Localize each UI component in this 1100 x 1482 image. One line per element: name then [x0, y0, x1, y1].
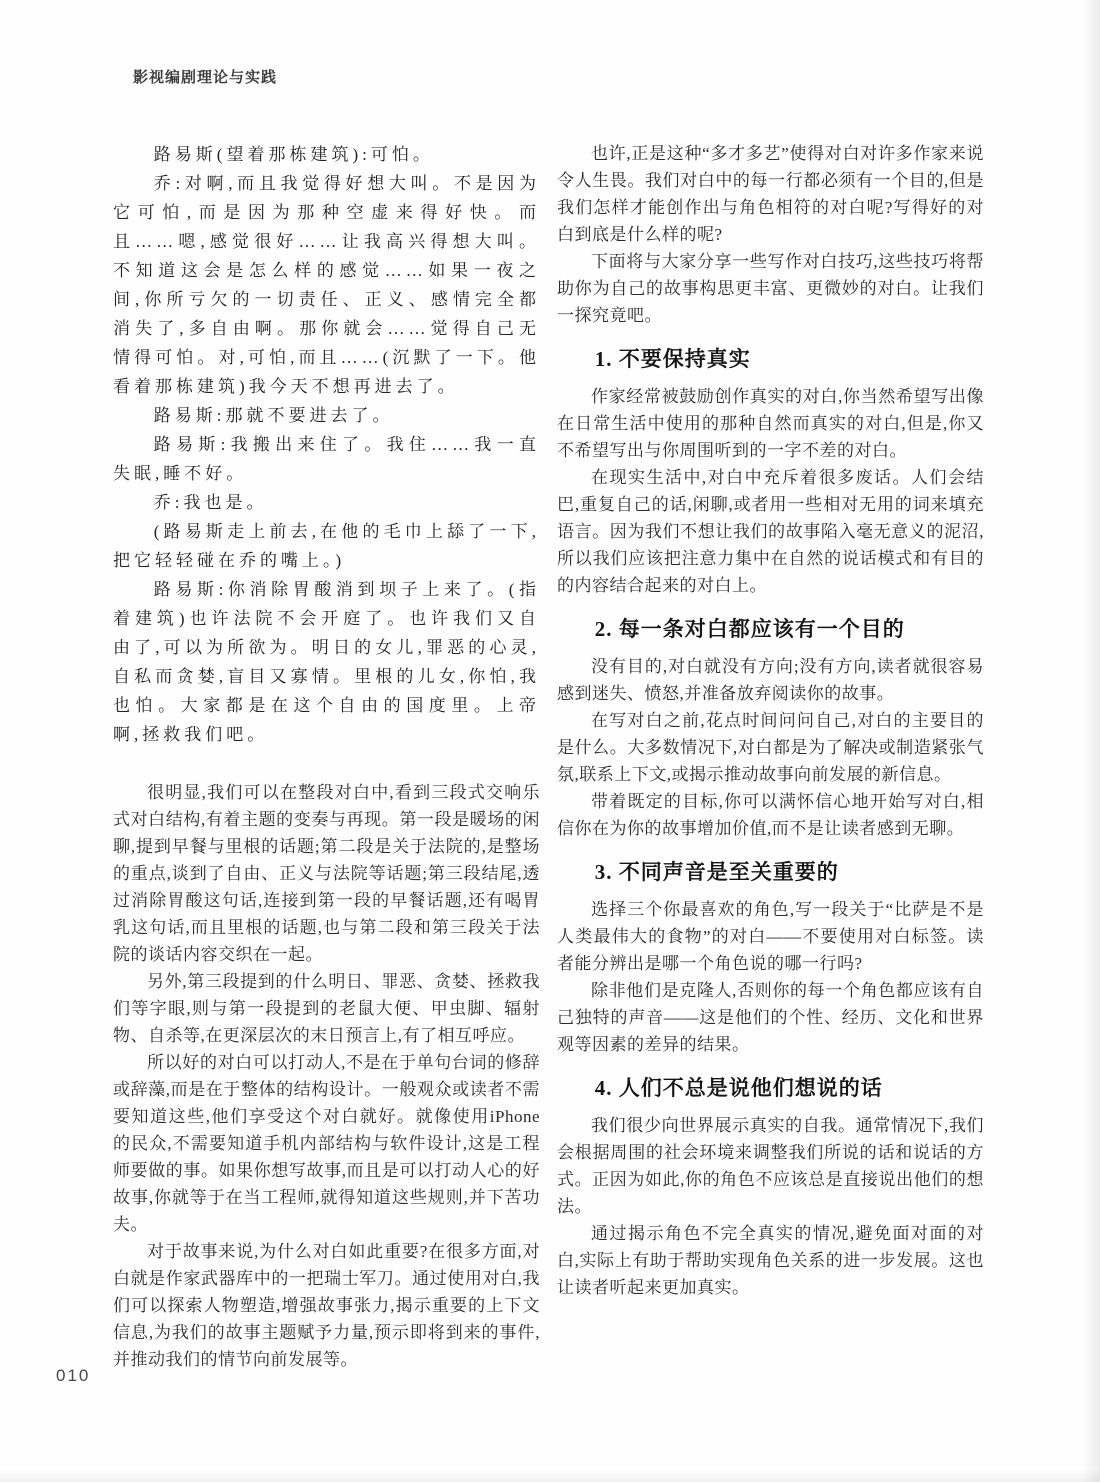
body-paragraph: 我们很少向世界展示真实的自我。通常情况下,我们会根据周围的社会环境来调整我们所说的话和说话的方式。正因为如此,你的角色不应该总是直接说出他们的想法。 [557, 1116, 984, 1216]
section-heading-3: 3. 不同声音是至关重要的 [594, 860, 839, 884]
left-column [113, 140, 540, 1373]
right-column [557, 140, 984, 1301]
dialogue-paragraph: 路易斯(望着那栋建筑):可怕。 [153, 145, 434, 164]
body-paragraph: 通过揭示角色不完全真实的情况,避免面对面的对白,实际上有助于帮助实现角色关系的进一步发展。这也让读者听起来更加真实。 [557, 1224, 984, 1297]
dialogue-paragraph: (路易斯走上前去,在他的毛巾上舔了一下,把它轻轻碰在乔的嘴上。) [113, 522, 540, 570]
body-paragraph: 作家经常被鼓励创作真实的对白,你当然希望写出像在日常生活中使用的那种自然而真实的对白,但是,你又不希望写出与你周围听到的一字不差的对白。 [557, 387, 984, 460]
analysis-block [113, 779, 540, 1373]
page-number: 010 [56, 1366, 91, 1385]
body-paragraph: 没有目的,对白就没有方向;没有方向,读者就很容易感到迷失、愤怒,并准备放弃阅读你的故事。 [557, 657, 984, 703]
body-paragraph: 带着既定的目标,你可以满怀信心地开始写对白,相信你在为你的故事增加价值,而不是让读者感到无聊。 [557, 792, 984, 838]
body-paragraph: 在现实生活中,对白中充斥着很多废话。人们会结巴,重复自己的话,闲聊,或者用一些相对无用的词来填充语言。因为我们不想让我们的故事陷入毫无意义的泥沼,所以我们应该把注意力集中在自然的说话模式和有目的的内容结合起来的对白上。 [557, 468, 984, 595]
body-paragraph: 选择三个你最喜欢的角色,写一段关于“比萨是不是人类最伟大的食物”的对白——不要使用对白标签。读者能分辨出是哪一个角色说的哪一行吗? [557, 900, 984, 973]
dialogue-paragraph: 路易斯:我搬出来住了。我住……我一直失眠,睡不好。 [113, 435, 540, 483]
analysis-paragraph: 对于故事来说,为什么对白如此重要?在很多方面,对白就是作家武器库中的一把瑞士军刀。通过使用对白,我们可以探索人物塑造,增强故事张力,揭示重要的上下文信息,为我们的故事主题赋予力量,预示即将到来的事件,并推动我们的情节向前发展等。 [113, 1242, 540, 1369]
intro-paragraph: 也许,正是这种“多才多艺”使得对白对许多作家来说令人生畏。我们对白中的每一行都必须有一个目的,但是我们怎样才能创作出与角色相符的对白呢?写得好的对白到底是什么样的呢? [557, 144, 984, 244]
analysis-paragraph: 另外,第三段提到的什么明日、罪恶、贪婪、拯救我们等字眼,则与第一段提到的老鼠大便、甲虫脚、辐射物、自杀等,在更深层次的末日预言上,有了相互呼应。 [113, 972, 540, 1045]
analysis-paragraph: 很明显,我们可以在整段对白中,看到三段式交响乐式对白结构,有着主题的变奏与再现。第一段是暖场的闲聊,提到早餐与里根的话题;第二段是关于法院的,是整场的重点,谈到了自由、正义与法院等话题;第三段结尾,透过消除胃酸这句话,连接到第一段的早餐话题,还有喝胃乳这句话,而且里根的话题,也与第二段和第三段关于法院的谈话内容交织在一起。 [113, 783, 540, 964]
dialogue-paragraph: 路易斯:你消除胃酸消到坝子上来了。(指着建筑)也许法院不会开庭了。也许我们又自由了,可以为所欲为。明日的女儿,罪恶的心灵,自私而贪婪,盲目又寡情。里根的儿女,你怕,我也怕。大家都是在这个自由的国度里。上帝啊,拯救我们吧。 [113, 580, 540, 744]
body-paragraph: 在写对白之前,花点时间问问自己,对白的主要目的是什么。大多数情况下,对白都是为了解决或制造紧张气氛,联系上下文,或揭示推动故事向前发展的新信息。 [557, 711, 984, 784]
section-heading-1: 1. 不要保持真实 [594, 347, 751, 371]
section-heading-2: 2. 每一条对白都应该有一个目的 [594, 617, 905, 641]
dialogue-block [113, 140, 540, 749]
dialogue-paragraph: 乔:我也是。 [153, 493, 268, 512]
dialogue-paragraph: 乔:对啊,而且我觉得好想大叫。不是因为它可怕,而是因为那种空虚来得好快。而且……嗯,感觉很好……让我高兴得想大叫。不知道这会是怎么样的感觉……如果一夜之间,你所亏欠的一切责任、正义、感情完全都消失了,多自由啊。那你就会……觉得自己无情得可怕。对,可怕,而且……(沉默了一下。他看着那栋建筑)我今天不想再进去了。 [113, 174, 540, 396]
body-paragraph: 除非他们是克隆人,否则你的每一个角色都应该有自己独特的声音——这是他们的个性、经历、文化和世界观等因素的差异的结果。 [557, 981, 984, 1054]
running-header: 影视编剧理论与实践 [133, 69, 278, 86]
text-columns [113, 140, 984, 1373]
intro-paragraph: 下面将与大家分享一些写作对白技巧,这些技巧将帮助你为自己的故事构思更丰富、更微妙的对白。让我们一探究竟吧。 [557, 252, 984, 325]
section-heading-4: 4. 人们不总是说他们想说的话 [594, 1076, 883, 1100]
dialogue-paragraph: 路易斯:那就不要进去了。 [153, 406, 394, 425]
analysis-paragraph: 所以好的对白可以打动人,不是在于单句台词的修辞或辞藻,而是在于整体的结构设计。一般观众或读者不需要知道这些,他们享受这个对白就好。就像使用iPhone 的民众,不需要知道手机内部结构与软件设计,这是工程师要做的事。如果你想写故事,而且是可以打动人心的好故事,你就等于在当工程师,就得知道这些规则,并下苦功夫。 [113, 1053, 540, 1234]
